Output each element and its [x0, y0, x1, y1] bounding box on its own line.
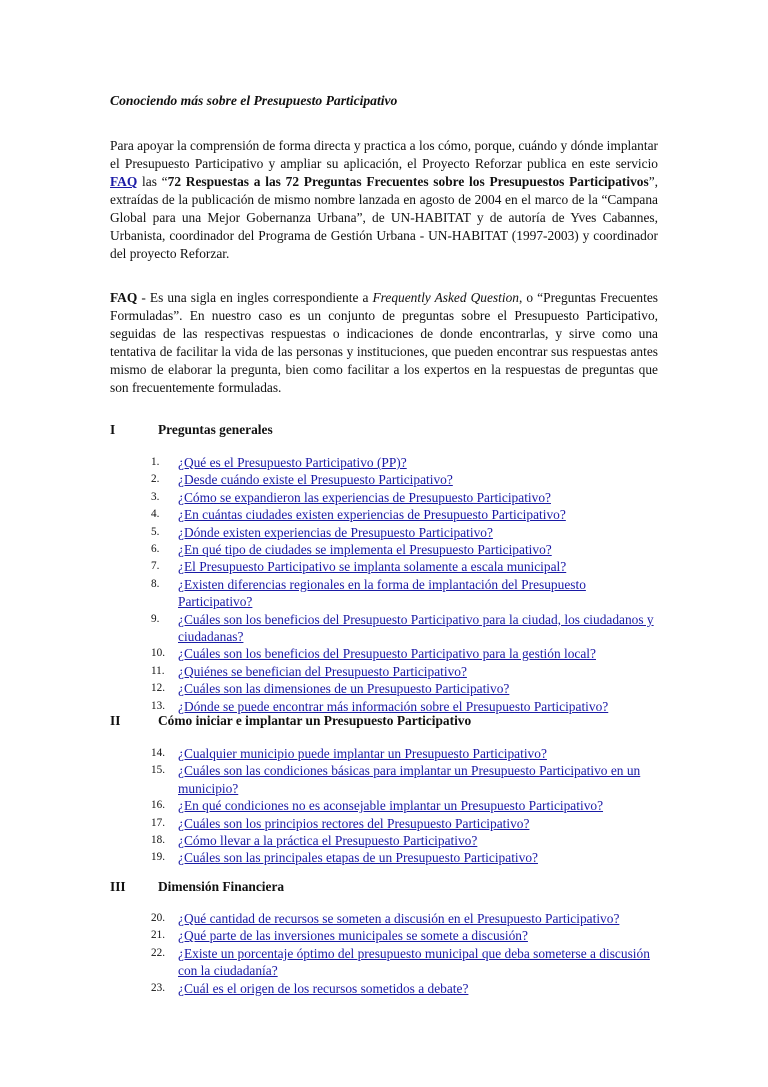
faq-question-link[interactable]: ¿Cuáles son las dimensiones de un Presupuesto Participativo?: [178, 681, 510, 697]
faq-number: 11.: [151, 664, 165, 677]
faq-question-link[interactable]: ¿Existe un porcentaje óptimo del presupuesto municipal que deba someterse a discusión con la ciudadanía?: [178, 945, 650, 979]
faq-link[interactable]: FAQ: [110, 174, 138, 189]
faq-question-link[interactable]: ¿Cualquier municipio puede implantar un Presupuesto Participativo?: [178, 746, 547, 761]
faq-number: 1.: [151, 456, 160, 468]
faq-number: 3.: [151, 490, 160, 503]
faq-item: [151, 945, 656, 980]
section-title: Dimensión Financiera: [158, 879, 285, 894]
faq-item: [151, 680, 656, 697]
faq-item: [151, 558, 656, 575]
faq-question-link[interactable]: ¿Cuáles son los principios rectores del Presupuesto Participativo?: [178, 815, 530, 831]
faq-number: 23.: [151, 981, 165, 994]
faq-number: 2.: [151, 473, 160, 486]
faq-number: 14.: [151, 747, 165, 759]
faq-question-link[interactable]: ¿Cuáles son las principales etapas de un Presupuesto Participativo?: [178, 850, 538, 866]
faq-question-link[interactable]: ¿El Presupuesto Participativo se implanta solamente a escala municipal?: [178, 559, 567, 575]
faq-item: [151, 832, 656, 849]
faq-number: 18.: [151, 834, 165, 847]
faq-item: [151, 541, 656, 558]
faq-item: [151, 927, 656, 944]
intro-bold-title: 72 Respuestas a las 72 Preguntas Frecuentes sobre los Presupuestos Participativos: [167, 174, 649, 189]
faq-item: [151, 762, 656, 797]
faq-question-link[interactable]: ¿Existen diferencias regionales en la forma de implantación del Presupuesto Participativo?: [178, 576, 586, 610]
document-title: Conociendo más sobre el Presupuesto Participativo: [110, 93, 398, 108]
faq-item: [151, 663, 656, 680]
intro-paragraph: [110, 137, 658, 263]
faq-item: [151, 471, 656, 488]
section-heading: [110, 712, 471, 730]
faq-item: [151, 645, 656, 662]
intro-text-2: las “: [137, 174, 168, 189]
faq-list: [151, 745, 656, 867]
faq-list: [151, 910, 656, 997]
faq-number: 8.: [151, 577, 160, 590]
faq-number: 9.: [151, 612, 160, 625]
faq-number: 4.: [151, 508, 160, 521]
faq-item: [151, 454, 656, 471]
faq-number: 16.: [151, 799, 165, 812]
faq-def-italic: Frequently Asked Question: [372, 290, 519, 305]
faq-number: 6.: [151, 543, 160, 556]
faq-question-link[interactable]: ¿Desde cuándo existe el Presupuesto Participativo?: [178, 472, 453, 488]
section-number: III: [110, 879, 126, 894]
section-number: I: [110, 422, 116, 437]
faq-item: [151, 745, 656, 762]
faq-number: 20.: [151, 912, 165, 924]
intro-text-1: Para apoyar la comprensión de forma directa y practica a los cómo, porque, cuándo y dónde implantar el Presupuesto Participativo y ampliar su aplicación, el Proyecto Reforzar publica en este servicio: [110, 138, 658, 171]
faq-number: 17.: [151, 816, 165, 829]
faq-question-link[interactable]: ¿Qué cantidad de recursos se someten a discusión en el Presupuesto Participativo?: [178, 911, 620, 926]
intro-text-3: ”, extraídas de la publicación de mismo nombre lanzada en agosto de 2004 en el marco de la “Campana Global para una Mejor Gobernanza Urbana”, de UN-HABITAT y de autoría de Yves Cabannes, Urbanista, coordinador del Programa de Gestión Urbana - UN-HABITAT (1997-2003) y coordinador del proyecto Reforzar.: [110, 174, 658, 261]
faq-number: 19.: [151, 851, 165, 864]
section-title: Cómo iniciar e implantar un Presupuesto Participativo: [158, 713, 472, 728]
faq-term: FAQ: [110, 290, 138, 305]
faq-number: 10.: [151, 647, 165, 660]
faq-question-link[interactable]: ¿Cómo se expandieron las experiencias de Presupuesto Participativo?: [178, 489, 551, 505]
faq-question-link[interactable]: ¿Qué es el Presupuesto Participativo (PP)?: [178, 455, 407, 470]
section-number: II: [110, 713, 121, 728]
faq-question-link[interactable]: ¿Cómo llevar a la práctica el Presupuesto Participativo?: [178, 833, 478, 849]
faq-question-link[interactable]: ¿En qué tipo de ciudades se implementa el Presupuesto Participativo?: [178, 542, 552, 558]
faq-item: [151, 524, 656, 541]
faq-list: [151, 454, 656, 715]
faq-number: 5.: [151, 525, 160, 538]
faq-number: 12.: [151, 682, 165, 695]
faq-question-link[interactable]: ¿Dónde se puede encontrar más información sobre el Presupuesto Participativo?: [178, 698, 609, 714]
faq-question-link[interactable]: ¿En cuántas ciudades existen experiencias de Presupuesto Participativo?: [178, 507, 566, 523]
faq-item: [151, 815, 656, 832]
faq-question-link[interactable]: ¿Dónde existen experiencias de Presupuesto Participativo?: [178, 524, 493, 540]
faq-question-link[interactable]: ¿Cuál es el origen de los recursos sometidos a debate?: [178, 980, 469, 996]
faq-question-link[interactable]: ¿Cuáles son las condiciones básicas para implantar un Presupuesto Participativo en un municipio?: [178, 763, 641, 796]
faq-question-link[interactable]: ¿Cuáles son los beneficios del Presupuesto Participativo para la ciudad, los ciudadanos y ciudadanas?: [178, 611, 654, 645]
faq-number: 21.: [151, 929, 165, 942]
faq-definition-paragraph: [110, 289, 658, 397]
faq-item: [151, 506, 656, 523]
faq-question-link[interactable]: ¿Qué parte de las inversiones municipales se somete a discusión?: [178, 928, 528, 944]
faq-item: [151, 576, 656, 611]
faq-def-text-1: - Es una sigla en ingles correspondiente a: [137, 290, 373, 305]
faq-def-text-2: , o “Preguntas Frecuentes Formuladas”. En nuestro caso es un conjunto de preguntas sobre el Presupuesto Participativo, seguidas de las respectivas respuestas o indicaciones de donde encontrarlas, y sirve como una tentativa de facilitar la vida de las personas y instituciones, que pueden encontrar sus respuestas antes mismo de elaborar la pregunta, bien como facilitar a los expertos en la respuestas de preguntas que son frecuentemente formuladas.: [110, 290, 659, 395]
faq-question-link[interactable]: ¿Cuáles son los beneficios del Presupuesto Participativo para la gestión local?: [178, 646, 596, 662]
section-heading: [110, 421, 273, 439]
faq-item: [151, 611, 656, 646]
faq-item: [151, 849, 656, 866]
faq-question-link[interactable]: ¿Quiénes se benefician del Presupuesto Participativo?: [178, 663, 467, 679]
faq-question-link[interactable]: ¿En qué condiciones no es aconsejable implantar un Presupuesto Participativo?: [178, 798, 604, 814]
faq-item: [151, 797, 656, 814]
faq-number: 13.: [151, 699, 165, 712]
faq-number: 15.: [151, 764, 165, 777]
faq-item: [151, 910, 656, 927]
section-heading: [110, 878, 284, 896]
section-title: Preguntas generales: [158, 422, 273, 437]
faq-item: [151, 489, 656, 506]
faq-number: 22.: [151, 946, 165, 959]
faq-item: [151, 980, 656, 997]
faq-number: 7.: [151, 560, 160, 573]
